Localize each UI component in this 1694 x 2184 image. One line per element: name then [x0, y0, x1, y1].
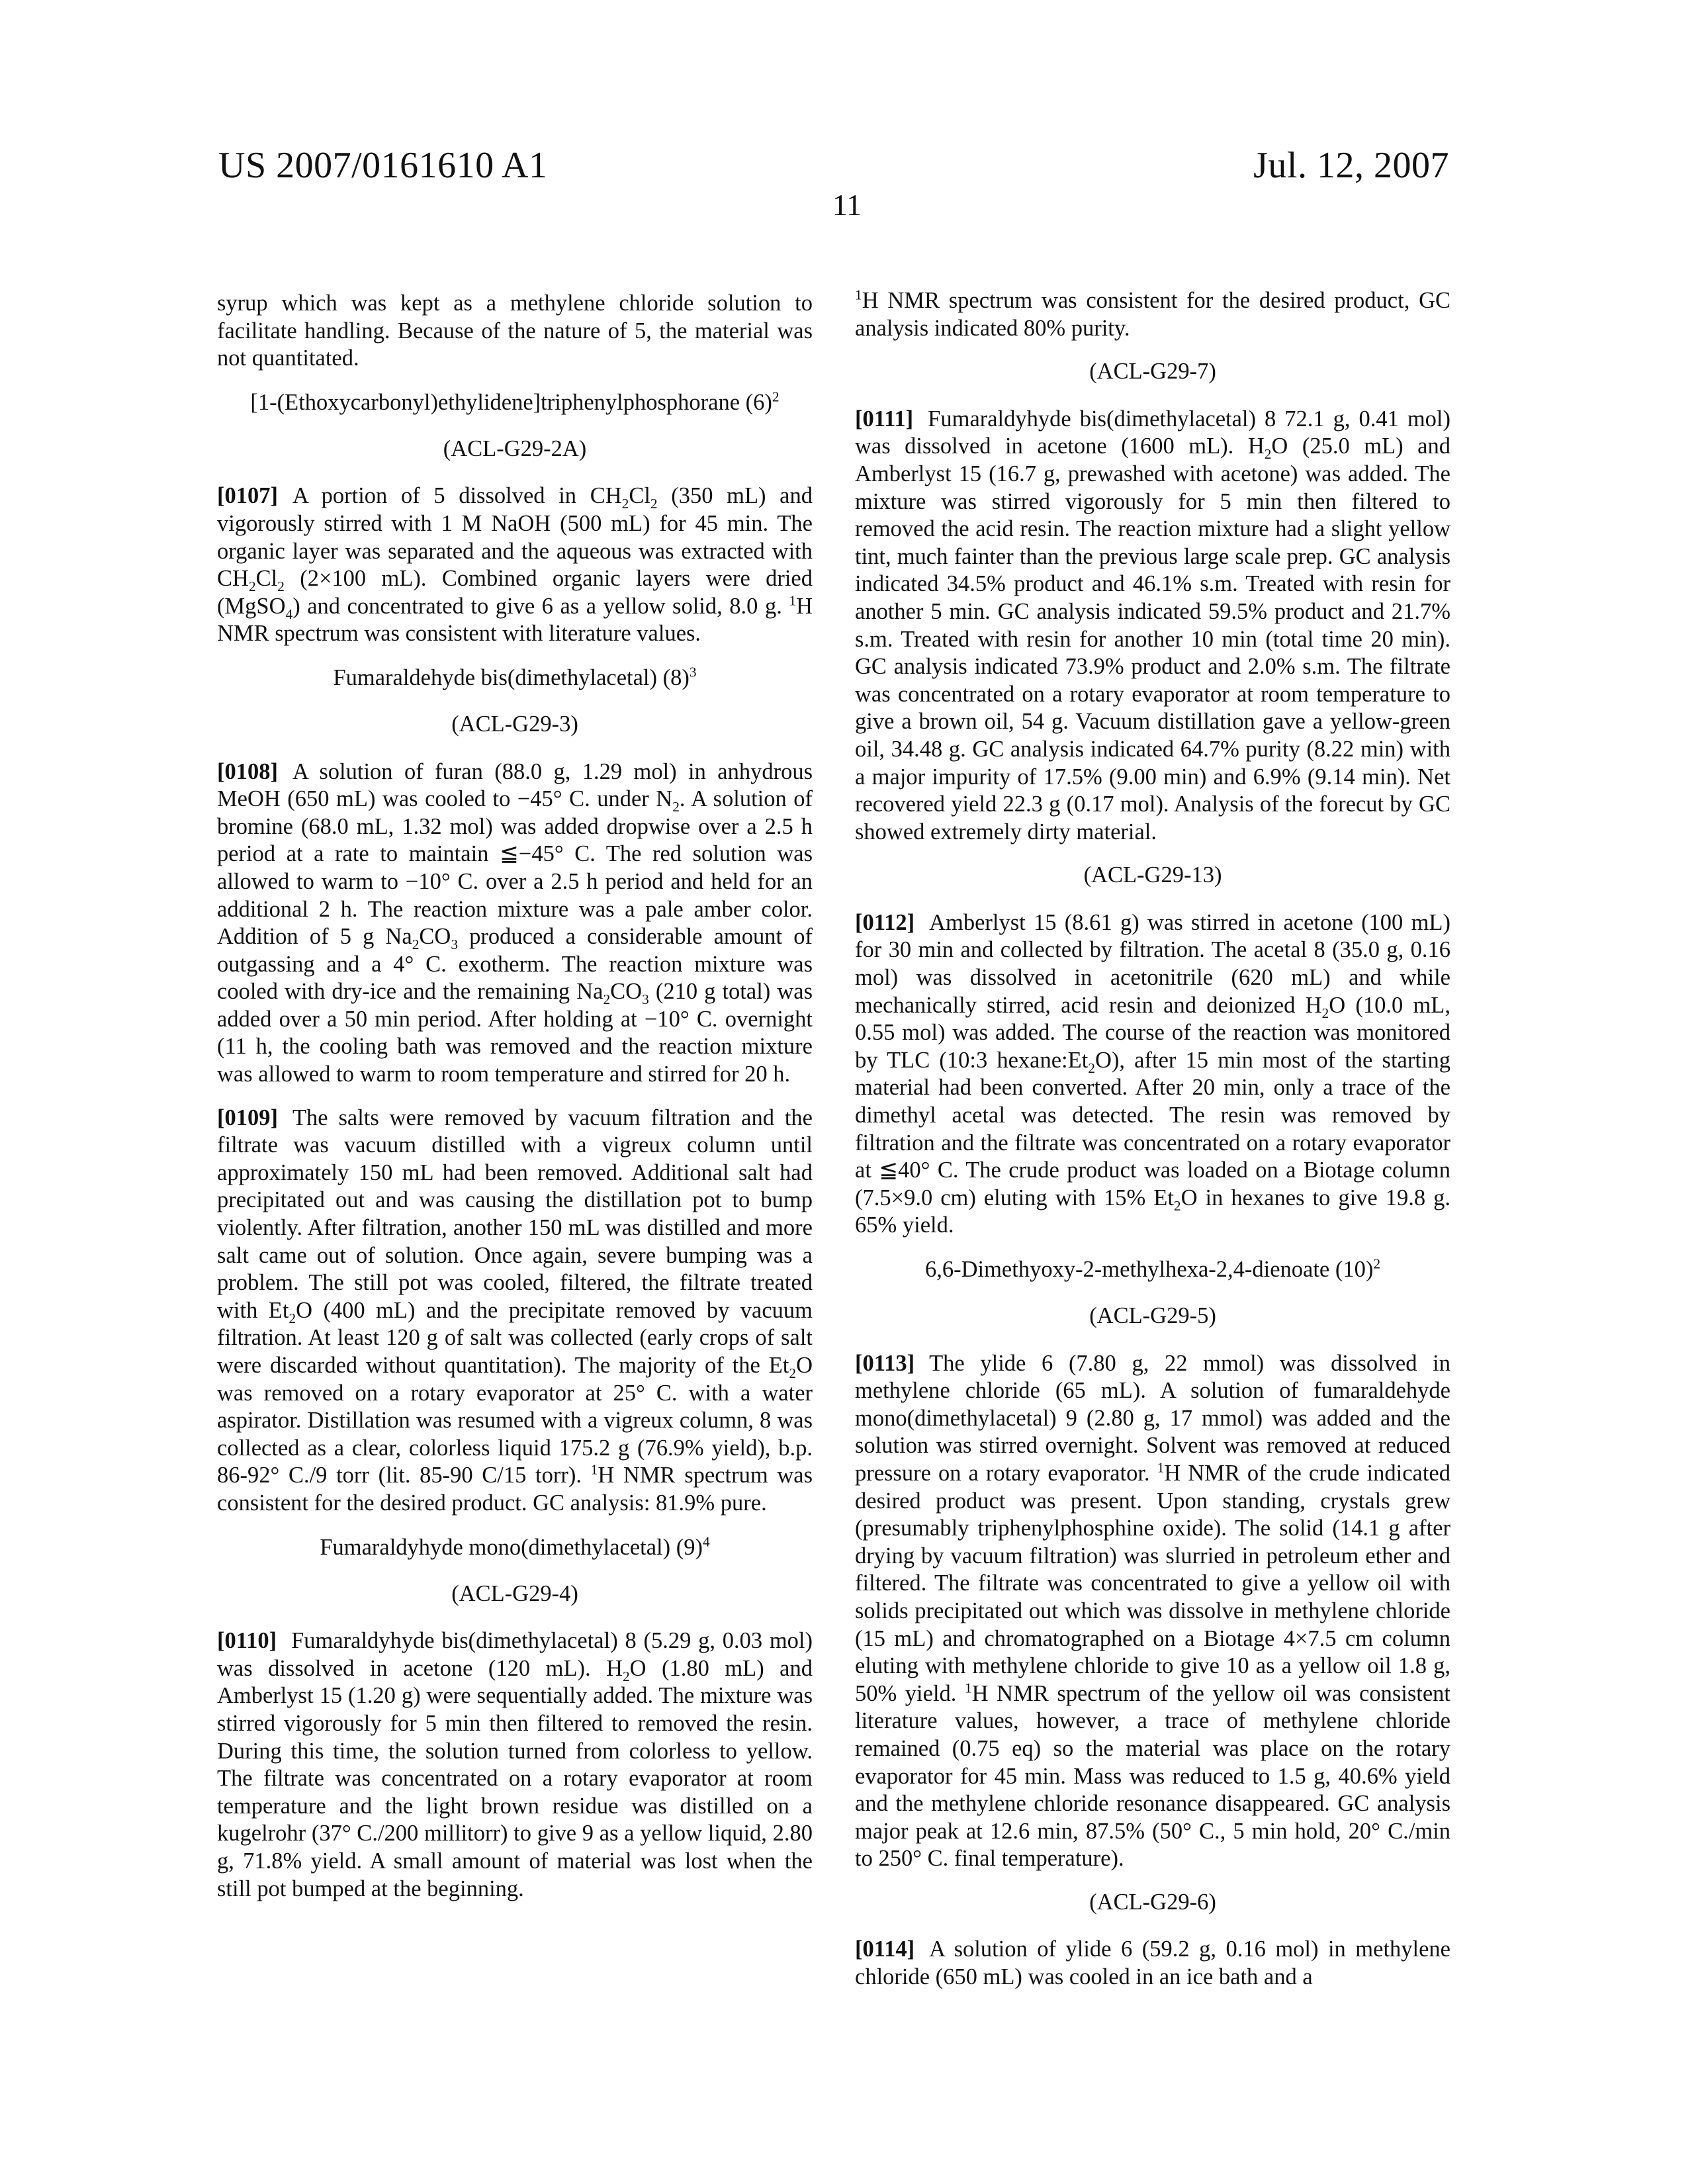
compound-8-heading: Fumaraldehyde bis(dimethylacetal) (8)3 — [217, 664, 813, 692]
code-13: (ACL-G29-13) — [855, 862, 1450, 889]
code-6: (ACL-G29-6) — [855, 1889, 1450, 1917]
paragraph-0109: [0109] The salts were removed by vacuum filtration and the filtrate was vacuum distilled with a vigreux column until approximately 150 mL had been removed. Additional salt had precipitated out and was causing the distillation pot to bump violently. After filtration, another 150 mL was distilled and more salt came out of solution. Once again, severe bumping was a problem. The still pot was cooled, filtered, the filtrate treated with Et2O (400 mL) and the precipitate removed by vacuum filtration. At least 120 g of salt was collected (early crops of salt were discarded without quantitation). The majority of the Et2O was removed on a rotary evaporator at 25° C. with a water aspirator. Distillation was resumed with a vigreux column, 8 was collected as a clear, colorless liquid 175.2 g (76.9% yield), b.p. 86-92° C./9 torr (lit. 85-90 C/15 torr). 1H NMR spectrum was consistent for the desired product. GC analysis: 81.9% pure. — [217, 1105, 813, 1518]
compound-10-heading: 6,6-Dimethyoxy-2-methylhexa-2,4-dienoate (10)2 — [855, 1255, 1450, 1284]
intro-paragraph: syrup which was kept as a methylene chloride solution to facilitate handling. Because of the nature of 5, the material was not quantitated. — [217, 290, 813, 373]
paragraph-0110: [0110] Fumaraldyhyde bis(dimethylacetal) 8 (5.29 g, 0.03 mol) was dissolved in acetone (120 mL). H2O (1.80 mL) and Amberlyst 15 (1.20 g) were sequentially added. The mixture was stirred vigorously for 5 min then filtered to removed the resin. During this time, the solution turned from colorless to yellow. The filtrate was concentrated on a rotary evaporator at room temperature and the light brown residue was distilled on a kugelrohr (37° C./200 millitorr) to give 9 as a yellow liquid, 2.80 g, 71.8% yield. A small amount of material was lost when the still pot bumped at the beginning. — [217, 1627, 813, 1903]
paragraph-0113: [0113] The ylide 6 (7.80 g, 22 mmol) was dissolved in methylene chloride (65 mL). A solution of fumaraldehyde mono(dimethylacetal) 9 (2.80 g, 17 mmol) was added and the solution was stirred overnight. Solvent was removed at reduced pressure on a rotary evaporator. 1H NMR of the crude indicated desired product was present. Upon standing, crystals grew (presumably triphenylphosphine oxide). The solid (14.1 g after drying by vacuum filtration) was slurried in petroleum ether and filtered. The filtrate was concentrated to give a yellow oil with solids precipitated out which was dissolve in methylene chloride (15 mL) and chromatographed on a Biotage 4×7.5 cm column eluting with methylene chloride to give 10 as a yellow oil 1.8 g, 50% yield. 1H NMR spectrum of the yellow oil was consistent literature values, however, a trace of methylene chloride remained (0.75 eq) so the material was place on the rotary evaporator for 45 min. Mass was reduced to 1.5 g, 40.6% yield and the methylene chloride resonance disappeared. GC analysis major peak at 12.6 min, 87.5% (50° C., 5 min hold, 20° C./min to 250° C. final temperature). — [855, 1350, 1450, 1873]
code-7: (ACL-G29-7) — [855, 358, 1450, 386]
compound-9-heading: Fumaraldyhyde mono(dimethylacetal) (9)4 — [217, 1533, 813, 1562]
paragraph-0114: [0114] A solution of ylide 6 (59.2 g, 0.16 mol) in methylene chloride (650 mL) was cooled in an ice bath and a — [855, 1936, 1450, 1991]
page-number: 11 — [0, 187, 1694, 222]
publication-number: US 2007/0161610 A1 — [218, 144, 548, 187]
code-5: (ACL-G29-5) — [855, 1302, 1450, 1330]
paragraph-0107: [0107] A portion of 5 dissolved in CH2Cl2 (350 mL) and vigorously stirred with 1 M NaOH (500 mL) for 45 min. The organic layer was separated and the aqueous was extracted with CH2Cl2 (2×100 mL). Combined organic layers were dried (MgSO4) and concentrated to give 6 as a yellow solid, 8.0 g. 1H NMR spectrum was consistent with literature values. — [217, 482, 813, 648]
left-column — [217, 290, 813, 1919]
paragraph-0108: [0108] A solution of furan (88.0 g, 1.29 mol) in anhydrous MeOH (650 mL) was cooled to −45° C. under N2. A solution of bromine (68.0 mL, 1.32 mol) was added dropwise over a 2.5 h period at a rate to maintain ≦−45° C. The red solution was allowed to warm to −10° C. over a 2.5 h period and held for an additional 2 h. The reaction mixture was a pale amber color. Addition of 5 g Na2CO3 produced a considerable amount of outgassing and a 4° C. exotherm. The reaction mixture was cooled with dry-ice and the remaining Na2CO3 (210 g total) was added over a 50 min period. After holding at −10° C. overnight (11 h, the cooling bath was removed and the reaction mixture was allowed to warm to room temperature and stirred for 20 h. — [217, 758, 813, 1089]
paragraph-0112: [0112] Amberlyst 15 (8.61 g) was stirred in acetone (100 mL) for 30 min and collected by filtration. The acetal 8 (35.0 g, 0.16 mol) was dissolved in acetonitrile (620 mL) and while mechanically stirred, acid resin and deionized H2O (10.0 mL, 0.55 mol) was added. The course of the reaction was monitored by TLC (10:3 hexane:Et2O), after 15 min most of the starting material had been converted. After 20 min, only a trace of the dimethyl acetal was detected. The resin was removed by filtration and the filtrate was concentrated on a rotary evaporator at ≦40° C. The crude product was loaded on a Biotage column (7.5×9.0 cm) eluting with 15% Et2O in hexanes to give 19.8 g. 65% yield. — [855, 909, 1450, 1240]
compound-6-heading: [1-(Ethoxycarbonyl)ethylidene]triphenylphosphorane (6)2 — [217, 388, 813, 417]
paragraph-0111: [0111] Fumaraldyhyde bis(dimethylacetal) 8 72.1 g, 0.41 mol) was dissolved in acetone (1600 mL). H2O (25.0 mL) and Amberlyst 15 (16.7 g, prewashed with acetone) was added. The mixture was stirred vigorously for 5 min then filtered to removed the acid resin. The reaction mixture had a slight yellow tint, much fainter than the previous large scale prep. GC analysis indicated 34.5% product and 46.1% s.m. Treated with resin for another 5 min. GC analysis indicated 59.5% product and 21.7% s.m. Treated with resin for another 10 min (total time 20 min). GC analysis indicated 73.9% product and 2.0% s.m. The filtrate was concentrated on a rotary evaporator at room temperature to give a brown oil, 54 g. Vacuum distillation gave a yellow-green oil, 34.48 g. GC analysis indicated 64.7% purity (8.22 min) with a major impurity of 17.5% (9.00 min) and 6.9% (9.14 min). Net recovered yield 22.3 g (0.17 mol). Analysis of the forecut by GC showed extremely dirty material. — [855, 406, 1450, 846]
right-column — [855, 287, 1450, 2007]
continued-paragraph: 1H NMR spectrum was consistent for the desired product, GC analysis indicated 80% purity. — [855, 287, 1450, 342]
publication-date: Jul. 12, 2007 — [1253, 144, 1449, 187]
code-2a: (ACL-G29-2A) — [217, 435, 813, 463]
code-3: (ACL-G29-3) — [217, 711, 813, 739]
code-4: (ACL-G29-4) — [217, 1580, 813, 1608]
